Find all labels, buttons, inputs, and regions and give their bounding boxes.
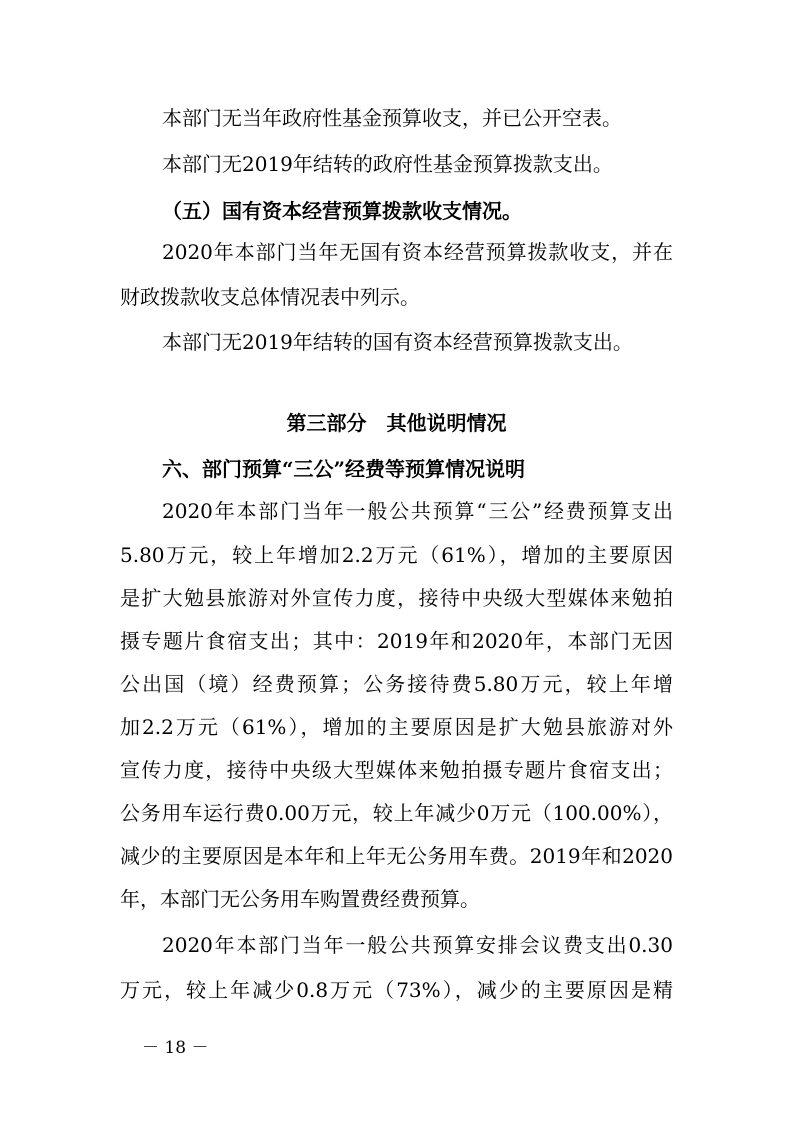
section-heading: 六、部门预算“三公”经费等预算情况说明 xyxy=(162,457,526,481)
paragraph-line: 公务用车运行费0.00万元，较上年减少0万元（100.00%）， xyxy=(120,801,673,825)
paragraph-line: 5.80万元，较上年增加2.2万元（61%），增加的主要原因 xyxy=(120,543,673,567)
paragraph-line: 本部门无2019年结转的国有资本经营预算拨款支出。 xyxy=(162,330,633,354)
paragraph-line: 2020年本部门当年无国有资本经营预算拨款收支，并在 xyxy=(162,240,673,264)
paragraph-line: 本部门无2019年结转的政府性基金预算拨款支出。 xyxy=(162,152,613,176)
paragraph-line: 万元，较上年减少0.8万元（73%），减少的主要原因是精 xyxy=(120,978,673,1002)
paragraph-line: 2020年本部门当年一般公共预算“三公”经费预算支出 xyxy=(162,499,673,523)
paragraph-line: 年，本部门无公务用车购置费经费预算。 xyxy=(120,887,480,911)
paragraph-line: 公出国（境）经费预算；公务接待费5.80万元，较上年增 xyxy=(120,672,673,696)
paragraph-line: 加2.2万元（61%），增加的主要原因是扩大勉县旅游对外 xyxy=(120,715,673,739)
paragraph-line: 2020年本部门当年一般公共预算安排会议费支出0.30 xyxy=(162,933,673,957)
paragraph-line: 本部门无当年政府性基金预算收支，并已公开空表。 xyxy=(162,106,622,130)
paragraph-line: 摄专题片食宿支出；其中：2019年和2020年，本部门无因 xyxy=(120,629,673,653)
section-heading: （五）国有资本经营预算拨款收支情况。 xyxy=(162,199,522,223)
paragraph-line: 是扩大勉县旅游对外宣传力度，接待中央级大型媒体来勉拍 xyxy=(120,586,673,610)
paragraph-line: 减少的主要原因是本年和上年无公务用车费。2019年和2020 xyxy=(120,844,673,868)
page-number: － 18 － xyxy=(142,1038,209,1058)
paragraph-line: 财政拨款收支总体情况表中列示。 xyxy=(120,285,420,309)
part-title: 第三部分 其他说明情况 xyxy=(286,411,507,435)
paragraph-line: 宣传力度，接待中央级大型媒体来勉拍摄专题片食宿支出； xyxy=(120,758,673,782)
